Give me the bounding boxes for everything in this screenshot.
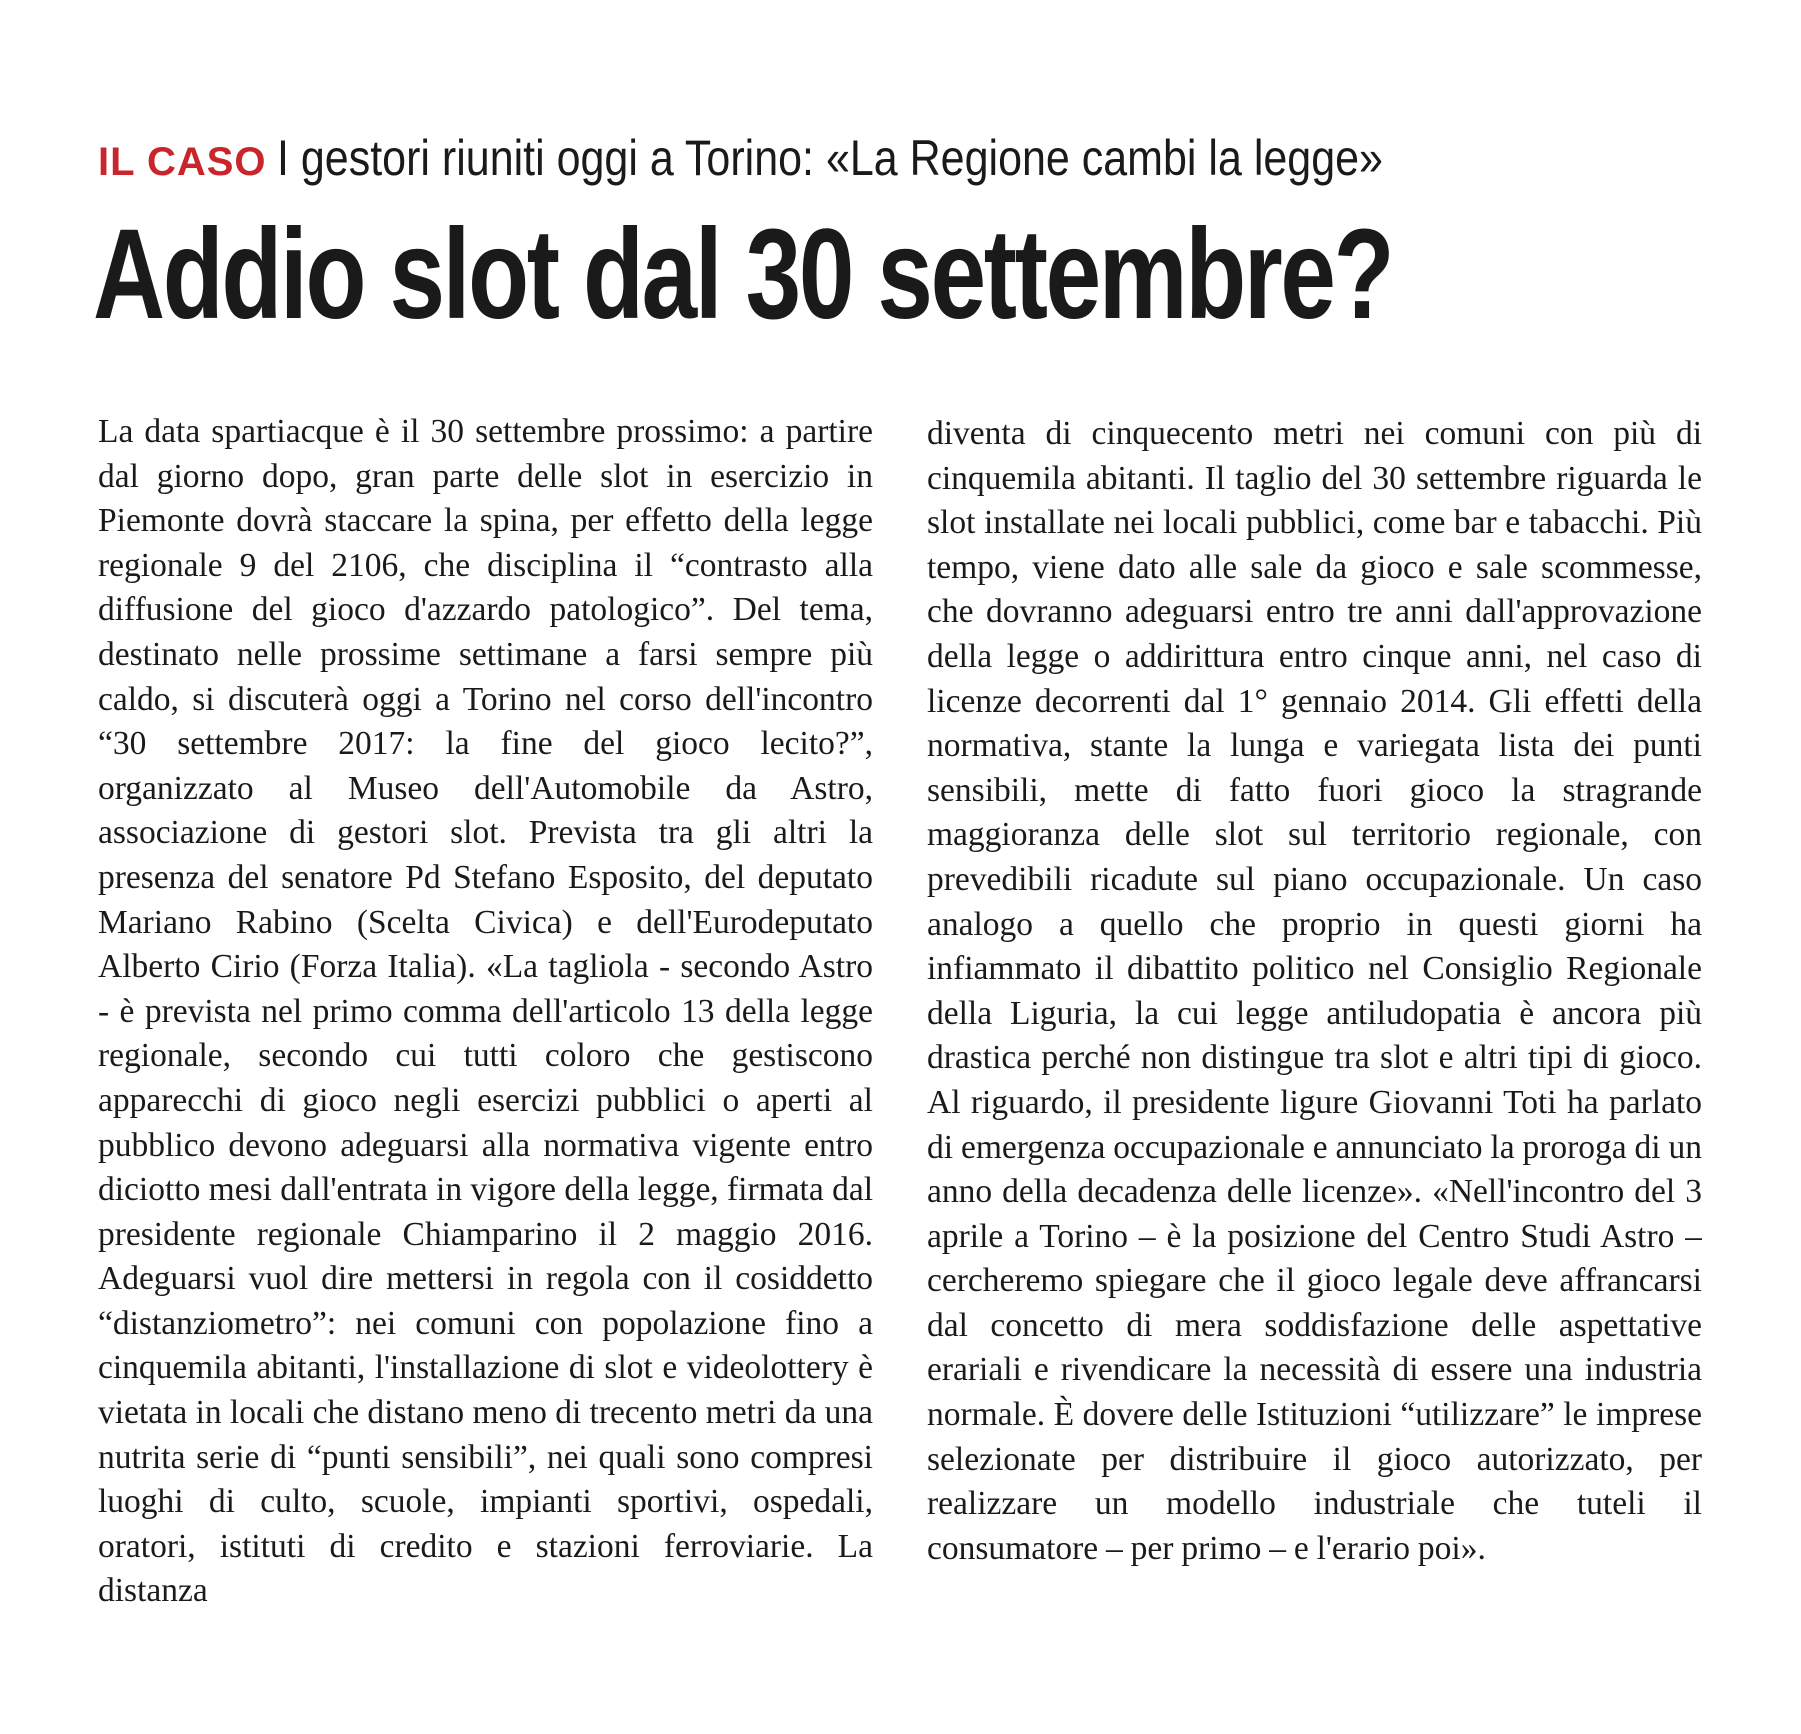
article-headline: Addio slot dal 30 settembre? [93, 203, 1393, 346]
article-subhead: I gestori riuniti oggi a Torino: «La Regione cambi la legge» [276, 130, 1383, 186]
kicker-line [98, 128, 1738, 188]
article-column-right [927, 412, 1702, 1702]
article-column-left [98, 410, 873, 1700]
article-body-text: La data spartiacque è il 30 settembre prossimo: a partire dal giorno dopo, gran parte delle slot in esercizio in Piemonte dovrà staccare la spina, per effetto della legge regionale 9 del 2106, che disciplina il “contrasto alla diffusione del gioco d'azzardo patologico”. Del tema, destinato nelle prossime settimane a farsi sempre più caldo, si discuterà oggi a Torino nel corso dell'incontro “30 settembre 2017: la fine del gioco lecito?”, organizzato al Museo dell'Automobile da Astro, associazione di gestori slot. Prevista tra gli altri la presenza del senatore Pd Stefano Esposito, del deputato Mariano Rabino (Scelta Civica) e dell'Eurodeputato Alberto Cirio (Forza Italia). «La tagliola - secondo Astro - è prevista nel primo comma dell'articolo 13 della legge regionale, secondo cui tutti coloro che gestiscono apparecchi di gioco negli esercizi pubblici o aperti al pubblico devono adeguarsi alla normativa vigente entro diciotto mesi dall'entrata in vigore della legge, firmata dal presidente regionale Chiamparino il 2 maggio 2016. Adeguarsi vuol dire mettersi in regola con il cosiddetto “distanziometro”: nei comuni con popolazione fino a cinquemila abitanti, l'installazione di slot e videolottery è vietata in locali che distano meno di trecento metri da una nutrita serie di “punti sensibili”, nei quali sono compresi luoghi di culto, scuole, impianti sportivi, ospedali, oratori, istituti di credito e stazioni ferroviarie. La distanza [98, 413, 873, 1610]
section-kicker: IL CASO [98, 140, 267, 184]
article-body-text: diventa di cinquecento metri nei comuni con più di cinquemila abitanti. Il taglio del 30 settembre riguarda le slot installate nei locali pubblici, come bar e tabacchi. Più tempo, viene dato alle sale da gioco e sale scommesse, che dovranno adeguarsi entro tre anni dall'approvazione della legge o addirittura entro cinque anni, nel caso di licenze decorrenti dal 1° gennaio 2014. Gli effetti della normativa, stante la lunga e variegata lista dei punti sensibili, mette di fatto fuori gioco la stragrande maggioranza delle slot sul territorio regionale, con prevedibili ricadute sul piano occupazionale. Un caso analogo a quello che proprio in questi giorni ha infiammato il dibattito politico nel Consiglio Regionale della Liguria, la cui legge antiludopatia è ancora più drastica perché non distingue tra slot e altri tipi di gioco. Al riguardo, il presidente ligure Giovanni Toti ha parlato di emergenza occupazionale e annunciato la proroga di un anno della decadenza delle licenze». «Nell'incontro del 3 aprile a Torino – è la posizione del Centro Studi Astro – cercheremo spiegare che il gioco legale deve affrancarsi dal concetto di mera soddisfazione delle aspettative erariali e rivendicare la necessità di essere una industria normale. È dovere delle Istituzioni “utilizzare” le imprese selezionate per distribuire il gioco autorizzato, per realizzare un modello industriale che tuteli il consumatore – per primo – e l'erario poi». [927, 415, 1702, 1567]
